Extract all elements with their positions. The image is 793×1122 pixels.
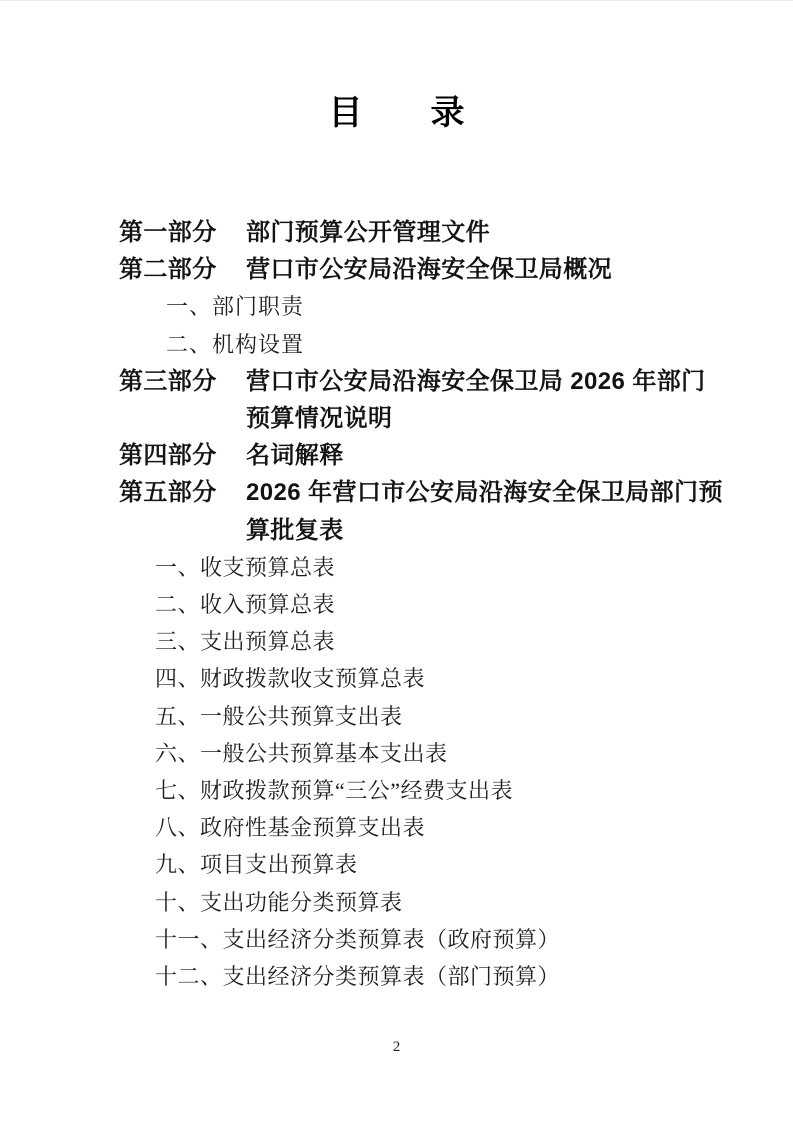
toc-entry-text: 九、项目支出预算表	[155, 852, 358, 878]
toc-line	[0, 772, 793, 809]
toc-entry-text: 十一、支出经济分类预算表（政府预算）	[155, 926, 561, 952]
toc-entry-text: 八、政府性基金预算支出表	[155, 815, 426, 841]
toc-line	[0, 660, 793, 697]
toc-section-label: 第五部分	[119, 479, 217, 507]
toc-entry-text: 一、收支预算总表	[155, 554, 336, 580]
toc-line	[0, 549, 793, 586]
toc-entry-text: 十二、支出经济分类预算表（部门预算）	[155, 964, 561, 990]
toc-line	[0, 363, 793, 400]
toc-line	[0, 921, 793, 958]
toc-entry-text: 二、机构设置	[166, 331, 305, 357]
toc-entry-text: 四、财政拨款收支预算总表	[155, 666, 426, 692]
toc-line	[0, 288, 793, 325]
toc-line	[0, 251, 793, 288]
toc-line	[0, 958, 793, 995]
toc-section-label: 第一部分	[119, 219, 217, 246]
toc-line	[0, 623, 793, 660]
toc-line	[0, 326, 793, 363]
toc-section-label: 第三部分	[119, 367, 217, 395]
toc-list	[0, 214, 793, 995]
toc-line	[0, 846, 793, 883]
toc-section-label: 第二部分	[119, 256, 217, 284]
toc-entry-text: 预算情况说明	[246, 405, 393, 433]
page-number: 2	[392, 1039, 401, 1055]
toc-entry-text: 六、一般公共预算基本支出表	[155, 740, 448, 766]
toc-line	[0, 437, 793, 474]
toc-line	[0, 586, 793, 623]
toc-entry-text: 七、财政拨款预算“三公”经费支出表	[155, 778, 514, 804]
toc-line	[0, 512, 793, 549]
toc-line	[0, 474, 793, 511]
toc-entry-text: 营口市公安局沿海安全保卫局概况	[246, 256, 612, 284]
toc-line	[0, 214, 793, 251]
toc-entry-text: 五、一般公共预算支出表	[155, 703, 403, 729]
toc-section-label: 第四部分	[119, 442, 217, 470]
toc-entry-text: 三、支出预算总表	[155, 629, 336, 655]
toc-entry-text: 部门预算公开管理文件	[246, 219, 490, 246]
toc-entry-text: 算批复表	[246, 516, 344, 544]
toc-entry-text: 营口市公安局沿海安全保卫局 2026 年部门	[246, 367, 706, 395]
toc-line	[0, 400, 793, 437]
toc-line	[0, 884, 793, 921]
toc-entry-text: 二、收入预算总表	[155, 592, 336, 618]
toc-line	[0, 735, 793, 772]
toc-line	[0, 698, 793, 735]
page-title: 目 录	[328, 95, 465, 132]
toc-entry-text: 名词解释	[246, 442, 344, 470]
toc-line	[0, 809, 793, 846]
toc-entry-text: 2026 年营口市公安局沿海安全保卫局部门预	[246, 479, 723, 507]
toc-entry-text: 十、支出功能分类预算表	[155, 889, 403, 915]
toc-entry-text: 一、部门职责	[166, 294, 305, 320]
